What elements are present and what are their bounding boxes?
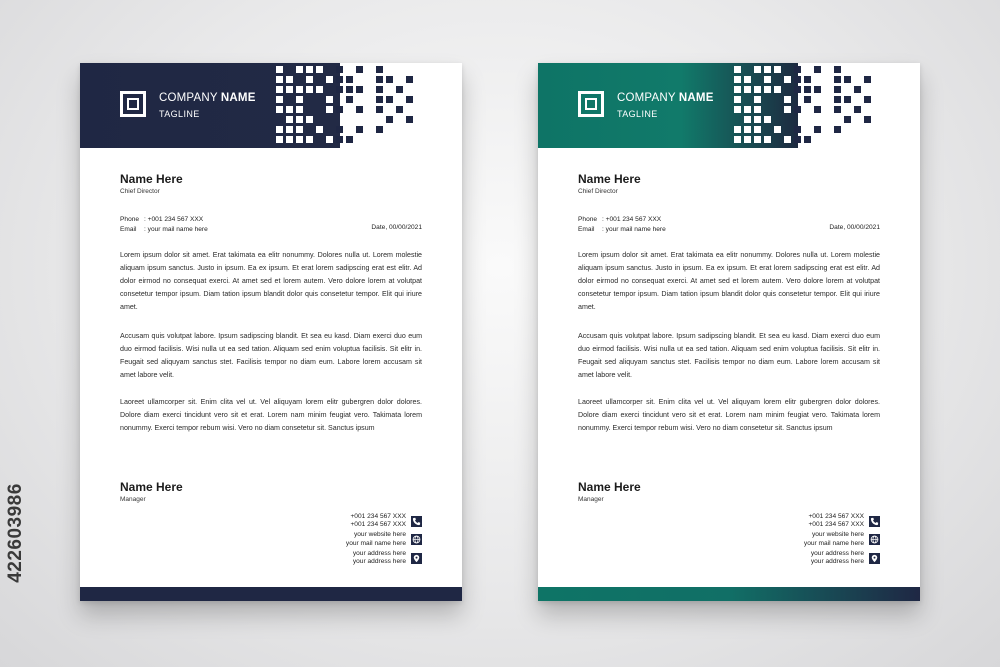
pixel-square xyxy=(316,86,323,93)
footer-address: your address here xyxy=(352,558,406,566)
pixel-square xyxy=(306,116,313,123)
pixel-square xyxy=(296,106,303,113)
globe-icon xyxy=(411,534,422,545)
pixel-square xyxy=(794,66,801,73)
pixel-square xyxy=(754,116,761,123)
pixel-square xyxy=(834,96,841,103)
pixel-square xyxy=(356,106,363,113)
pixel-square xyxy=(316,126,323,133)
pixel-square xyxy=(754,126,761,133)
signer-title: Manager xyxy=(578,496,604,503)
footer-website: your website here xyxy=(811,531,864,539)
company-tagline: TAGLINE xyxy=(617,109,658,119)
pixel-square xyxy=(764,116,771,123)
pixel-square xyxy=(326,136,333,143)
pixel-square xyxy=(346,96,353,103)
pixel-square xyxy=(794,136,801,143)
pixel-square xyxy=(844,116,851,123)
pixel-square xyxy=(834,126,841,133)
company-name: COMPANY NAME xyxy=(617,92,714,104)
pixel-square xyxy=(744,136,751,143)
phone-icon xyxy=(411,516,422,527)
pixel-square xyxy=(296,96,303,103)
pixel-square xyxy=(854,86,861,93)
email-value: : your mail name here xyxy=(602,226,666,233)
pixel-square xyxy=(794,126,801,133)
footer-address: your address here xyxy=(810,558,864,566)
pixel-square xyxy=(276,96,283,103)
pixel-square xyxy=(804,86,811,93)
body-paragraph: Lorem ipsum dolor sit amet. Erat takimata ea elitr nonummy. Dolores nulla ut. Lorem molestie aliquam ipsum sanctus. Justo in ipsum. Ea ex ipsum. Et erat lorem sadipscing erat est elitr. Ad dolor eirmod no consequat exerci. At amet sed et lorem autem. Vero dolore lorem at volutpat consetetur tempor ipsum. Diam tation ipsum blandit dolor quis consetetur tempor. Elit qui iriure amet. xyxy=(578,251,880,312)
pixel-square xyxy=(356,126,363,133)
pixel-square xyxy=(376,86,383,93)
pixel-square xyxy=(814,126,821,133)
pixel-square xyxy=(286,106,293,113)
footer-phone: +001 234 567 XXX xyxy=(808,521,864,529)
pixel-square xyxy=(864,96,871,103)
pixel-square xyxy=(834,76,841,83)
footer-mail: your mail name here xyxy=(803,539,864,547)
pixel-pattern xyxy=(276,63,416,148)
pixel-square xyxy=(326,76,333,83)
pixel-square xyxy=(276,136,283,143)
footer-phone: +001 234 567 XXX xyxy=(350,513,406,520)
pixel-square xyxy=(336,66,343,73)
pixel-square xyxy=(744,116,751,123)
pixel-square xyxy=(744,106,751,113)
pixel-square xyxy=(326,96,333,103)
company-name: COMPANY NAME xyxy=(159,92,256,104)
pixel-square xyxy=(406,96,413,103)
pixel-square xyxy=(376,66,383,73)
footer-phone: +001 234 567 XXX xyxy=(808,513,864,520)
pixel-square xyxy=(794,106,801,113)
location-pin-icon xyxy=(869,553,880,564)
letterhead-header xyxy=(80,63,462,148)
pixel-square xyxy=(784,106,791,113)
pixel-square xyxy=(346,76,353,83)
footer-bar xyxy=(538,587,920,601)
stock-id-watermark: 422603986 xyxy=(5,482,26,583)
pixel-square xyxy=(754,136,761,143)
pixel-square xyxy=(276,86,283,93)
logo-square-icon xyxy=(578,91,604,117)
pixel-square xyxy=(306,66,313,73)
footer-mail: your mail name here xyxy=(345,539,406,547)
pixel-square xyxy=(356,86,363,93)
pixel-square xyxy=(834,66,841,73)
pixel-square xyxy=(376,106,383,113)
footer-address: your address here xyxy=(810,549,864,557)
pixel-square xyxy=(764,136,771,143)
pixel-square xyxy=(306,76,313,83)
pixel-square xyxy=(276,106,283,113)
pixel-square xyxy=(386,116,393,123)
logo-square-icon xyxy=(120,91,146,117)
pixel-square xyxy=(336,106,343,113)
pixel-square xyxy=(734,126,741,133)
pixel-square xyxy=(814,86,821,93)
pixel-square xyxy=(834,106,841,113)
sender-contact xyxy=(120,215,208,235)
body-paragraph: Accusam quis volutpat labore. Ipsum sadipscing blandit. Et sea eu kasd. Diam exerci duo eum duo eirmod facilisis. Wisi nulla ut ea sed tation. Aliquam sed enim voluptua facilisis. Sit elitr in. Feugait sed aliquyam sanctus stet. Facilisis tempor no diam eum. Labore lorem accusam sit amet labore velit. xyxy=(578,332,880,380)
pixel-square xyxy=(286,86,293,93)
pixel-square xyxy=(774,86,781,93)
pixel-square xyxy=(296,116,303,123)
pixel-square xyxy=(396,106,403,113)
phone-icon xyxy=(869,516,880,527)
pixel-square xyxy=(376,126,383,133)
pixel-square xyxy=(764,76,771,83)
pixel-square xyxy=(286,136,293,143)
pixel-square xyxy=(406,116,413,123)
phone-value: : +001 234 567 XXX xyxy=(602,216,662,223)
pixel-square xyxy=(774,126,781,133)
phone-value: : +001 234 567 XXX xyxy=(144,216,204,223)
signer-name: Name Here xyxy=(578,480,641,494)
pixel-square xyxy=(296,136,303,143)
pixel-square xyxy=(406,76,413,83)
pixel-square xyxy=(734,96,741,103)
pixel-square xyxy=(794,86,801,93)
signer-name: Name Here xyxy=(120,480,183,494)
location-pin-icon xyxy=(411,553,422,564)
pixel-square xyxy=(286,116,293,123)
sender-contact xyxy=(578,215,666,235)
pixel-square xyxy=(784,136,791,143)
pixel-square xyxy=(854,106,861,113)
pixel-square xyxy=(386,96,393,103)
pixel-square xyxy=(306,136,313,143)
pixel-square xyxy=(814,66,821,73)
pixel-square xyxy=(764,66,771,73)
pixel-square xyxy=(744,86,751,93)
pixel-square xyxy=(386,76,393,83)
pixel-square xyxy=(864,76,871,83)
pixel-square xyxy=(346,86,353,93)
body-paragraph: Accusam quis volutpat labore. Ipsum sadipscing blandit. Et sea eu kasd. Diam exerci duo eum duo eirmod facilisis. Wisi nulla ut ea sed tation. Aliquam sed enim voluptua facilisis. Sit elitr in. Feugait sed aliquyam sanctus stet. Facilisis tempor no diam eum. Labore lorem accusam sit amet labore velit. xyxy=(120,332,422,380)
sender-title: Chief Director xyxy=(120,188,160,195)
email-label: Email xyxy=(578,226,595,233)
sender-title: Chief Director xyxy=(578,188,618,195)
body-paragraph: Laoreet ullamcorper sit. Enim clita vel ut. Vel aliquyam lorem elitr gubergren dolor dolores. Dolore diam exerci tincidunt vero sit et erat. Lorem nam minim feugiat vero. Takimata lorem nonummy. Exerci tempor rebum wisi. Vero no diam consetetur sit. Sanctus ipsum xyxy=(120,398,422,433)
letterhead-teal xyxy=(538,63,920,601)
signer-title: Manager xyxy=(120,496,146,503)
pixel-square xyxy=(834,86,841,93)
letterhead-header xyxy=(538,63,920,148)
pixel-square xyxy=(754,106,761,113)
letter-date: Date, 00/00/2021 xyxy=(371,224,422,231)
globe-icon xyxy=(869,534,880,545)
company-tagline: TAGLINE xyxy=(159,109,200,119)
email-value: : your mail name here xyxy=(144,226,208,233)
footer-contacts xyxy=(804,513,880,568)
pixel-square xyxy=(864,116,871,123)
pixel-square xyxy=(356,66,363,73)
pixel-square xyxy=(734,136,741,143)
pixel-square xyxy=(784,76,791,83)
pixel-square xyxy=(296,126,303,133)
pixel-square xyxy=(734,76,741,83)
pixel-square xyxy=(774,66,781,73)
pixel-square xyxy=(734,66,741,73)
sender-name: Name Here xyxy=(120,172,183,186)
pixel-square xyxy=(286,126,293,133)
letterhead-navy xyxy=(80,63,462,601)
pixel-square xyxy=(336,136,343,143)
email-label: Email xyxy=(120,226,137,233)
pixel-square xyxy=(844,76,851,83)
pixel-square xyxy=(744,126,751,133)
phone-label: Phone xyxy=(578,216,598,223)
pixel-square xyxy=(336,76,343,83)
pixel-square xyxy=(734,86,741,93)
footer-bar xyxy=(80,587,462,601)
footer-contacts xyxy=(346,513,422,568)
pixel-square xyxy=(296,86,303,93)
footer-phone: +001 234 567 XXX xyxy=(350,521,406,529)
footer-address: your address here xyxy=(352,549,406,557)
pixel-square xyxy=(276,76,283,83)
pixel-square xyxy=(764,86,771,93)
pixel-square xyxy=(734,106,741,113)
pixel-square xyxy=(844,96,851,103)
pixel-square xyxy=(804,76,811,83)
pixel-square xyxy=(804,136,811,143)
pixel-square xyxy=(784,96,791,103)
pixel-square xyxy=(804,96,811,103)
pixel-square xyxy=(286,76,293,83)
pixel-square xyxy=(376,76,383,83)
pixel-square xyxy=(276,126,283,133)
pixel-square xyxy=(396,86,403,93)
pixel-square xyxy=(754,86,761,93)
pixel-square xyxy=(306,86,313,93)
pixel-square xyxy=(794,76,801,83)
pixel-square xyxy=(376,96,383,103)
pixel-square xyxy=(346,136,353,143)
pixel-square xyxy=(276,66,283,73)
sender-name: Name Here xyxy=(578,172,641,186)
pixel-square xyxy=(316,66,323,73)
pixel-square xyxy=(754,96,761,103)
body-paragraph: Laoreet ullamcorper sit. Enim clita vel ut. Vel aliquyam lorem elitr gubergren dolor dolores. Dolore diam exerci tincidunt vero sit et erat. Lorem nam minim feugiat vero. Takimata lorem nonummy. Exerci tempor rebum wisi. Vero no diam consetetur sit. Sanctus ipsum xyxy=(578,398,880,433)
pixel-square xyxy=(326,106,333,113)
pixel-square xyxy=(744,76,751,83)
body-paragraph: Lorem ipsum dolor sit amet. Erat takimata ea elitr nonummy. Dolores nulla ut. Lorem molestie aliquam ipsum sanctus. Justo in ipsum. Ea ex ipsum. Et erat lorem sadipscing erat est elitr. Ad dolor eirmod no consequat exerci. At amet sed et lorem autem. Vero dolore lorem at volutpat consetetur tempor ipsum. Diam tation ipsum blandit dolor quis consetetur tempor. Elit qui iriure amet. xyxy=(120,251,422,312)
footer-website: your website here xyxy=(353,531,406,539)
pixel-square xyxy=(336,86,343,93)
pixel-square xyxy=(814,106,821,113)
pixel-square xyxy=(754,66,761,73)
letter-date: Date, 00/00/2021 xyxy=(829,224,880,231)
pixel-square xyxy=(296,66,303,73)
pixel-square xyxy=(336,126,343,133)
pixel-pattern xyxy=(734,63,874,148)
phone-label: Phone xyxy=(120,216,140,223)
